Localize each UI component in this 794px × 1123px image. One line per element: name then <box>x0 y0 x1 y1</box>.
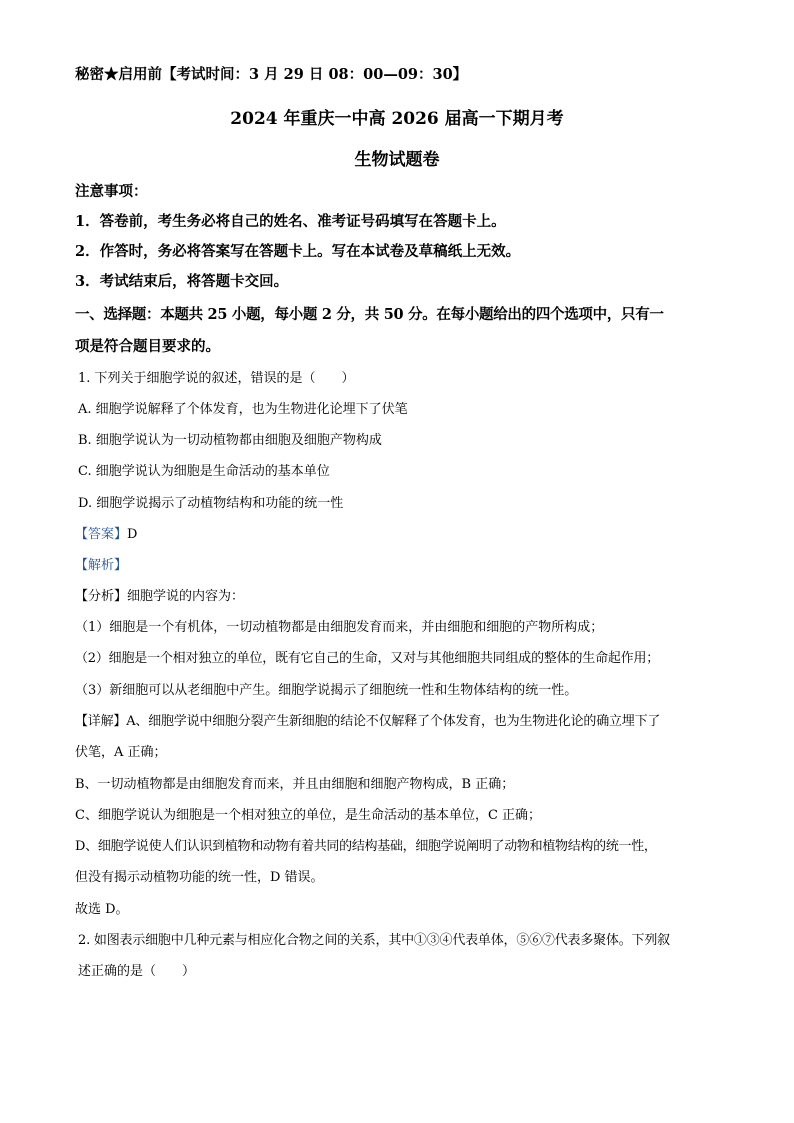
fenxi-tag: 【分析】 <box>75 589 128 604</box>
q1-fenxi <box>75 589 244 605</box>
q1-detail-c: C、细胞学说认为细胞是一个相对独立的单位，是生命活动的基本单位，C 正确； <box>75 808 542 823</box>
q1-answer <box>75 527 137 543</box>
exam-title: 2024 年重庆一中高 2026 届高一下期月考 <box>230 109 564 129</box>
section-heading-line2: 项是符合题目要求的。 <box>75 338 220 355</box>
q1-detail-a1 <box>75 714 660 730</box>
answer-tag: 【答案】 <box>75 527 128 542</box>
q1-option-c: C. 细胞学说认为细胞是生命活动的基本单位 <box>78 464 330 479</box>
q1-option-d: D. 细胞学说揭示了动植物结构和功能的统一性 <box>78 496 344 511</box>
notes-heading: 注意事项： <box>75 183 148 200</box>
q1-point-2: （2）细胞是一个相对独立的单位，既有它自己的生命，又对与其他细胞共同组成的整体的生命起作用； <box>75 651 660 666</box>
q2-stem-line1: 2. 如图表示细胞中几种元素与相应化合物之间的关系，其中①③④代表单体，⑤⑥⑦代表多聚体。下列叙 <box>78 933 670 948</box>
q1-detail-d2: 但没有揭示动植物功能的统一性，D 错误。 <box>75 870 324 885</box>
q1-point-3: （3）新细胞可以从老细胞中产生。细胞学说揭示了细胞统一性和生物体结构的统一性。 <box>75 683 578 698</box>
q1-stem: 1. 下列关于细胞学说的叙述，错误的是（ ） <box>78 371 355 386</box>
q2-stem-line2: 述正确的是（ ） <box>78 964 196 979</box>
q1-option-a: A. 细胞学说解释了个体发育，也为生物进化论埋下了伏笔 <box>78 402 408 417</box>
analysis-tag: 【解析】 <box>75 558 128 573</box>
q1-option-b: B. 细胞学说认为一切动植物都由细胞及细胞产物构成 <box>78 433 382 448</box>
q1-conclusion: 故选 D。 <box>75 902 129 917</box>
q1-detail-d1: D、细胞学说使人们认识到植物和动物有着共同的结构基础，细胞学说阐明了动物和植物结构的统一性， <box>75 839 657 854</box>
note-item-3: 3．考试结束后，将答题卡交回。 <box>75 273 289 290</box>
section-heading-line1: 一、选择题：本题共 25 小题，每小题 2 分，共 50 分。在每小题给出的四个选项中，只有一 <box>75 306 664 323</box>
q1-point-1: （1）细胞是一个有机体，一切动植物都是由细胞发育而来，并由细胞和细胞的产物所构成； <box>75 620 604 635</box>
detail-tag: 【详解】 <box>75 714 127 729</box>
confidential-header: 秘密★启用前【考试时间：3 月 29 日 08：00—09：30】 <box>75 66 468 83</box>
q1-detail-b: B、一切动植物都是由细胞发育而来，并且由细胞和细胞产物构成，B 正确； <box>75 777 515 792</box>
note-item-2: 2．作答时，务必将答案写在答题卡上。写在本试卷及草稿纸上无效。 <box>75 243 521 260</box>
detail-line1: A、细胞学说中细胞分裂产生新细胞的结论不仅解释了个体发育，也为生物进化论的确立埋下了 <box>126 714 661 729</box>
answer-value: D <box>127 527 138 542</box>
note-item-1: 1．答卷前，考生务必将自己的姓名、准考证号码填写在答题卡上。 <box>75 213 506 230</box>
exam-subtitle: 生物试题卷 <box>354 150 440 170</box>
q1-detail-a2: 伏笔，A 正确； <box>75 745 167 760</box>
fenxi-text: 细胞学说的内容为： <box>127 589 245 604</box>
